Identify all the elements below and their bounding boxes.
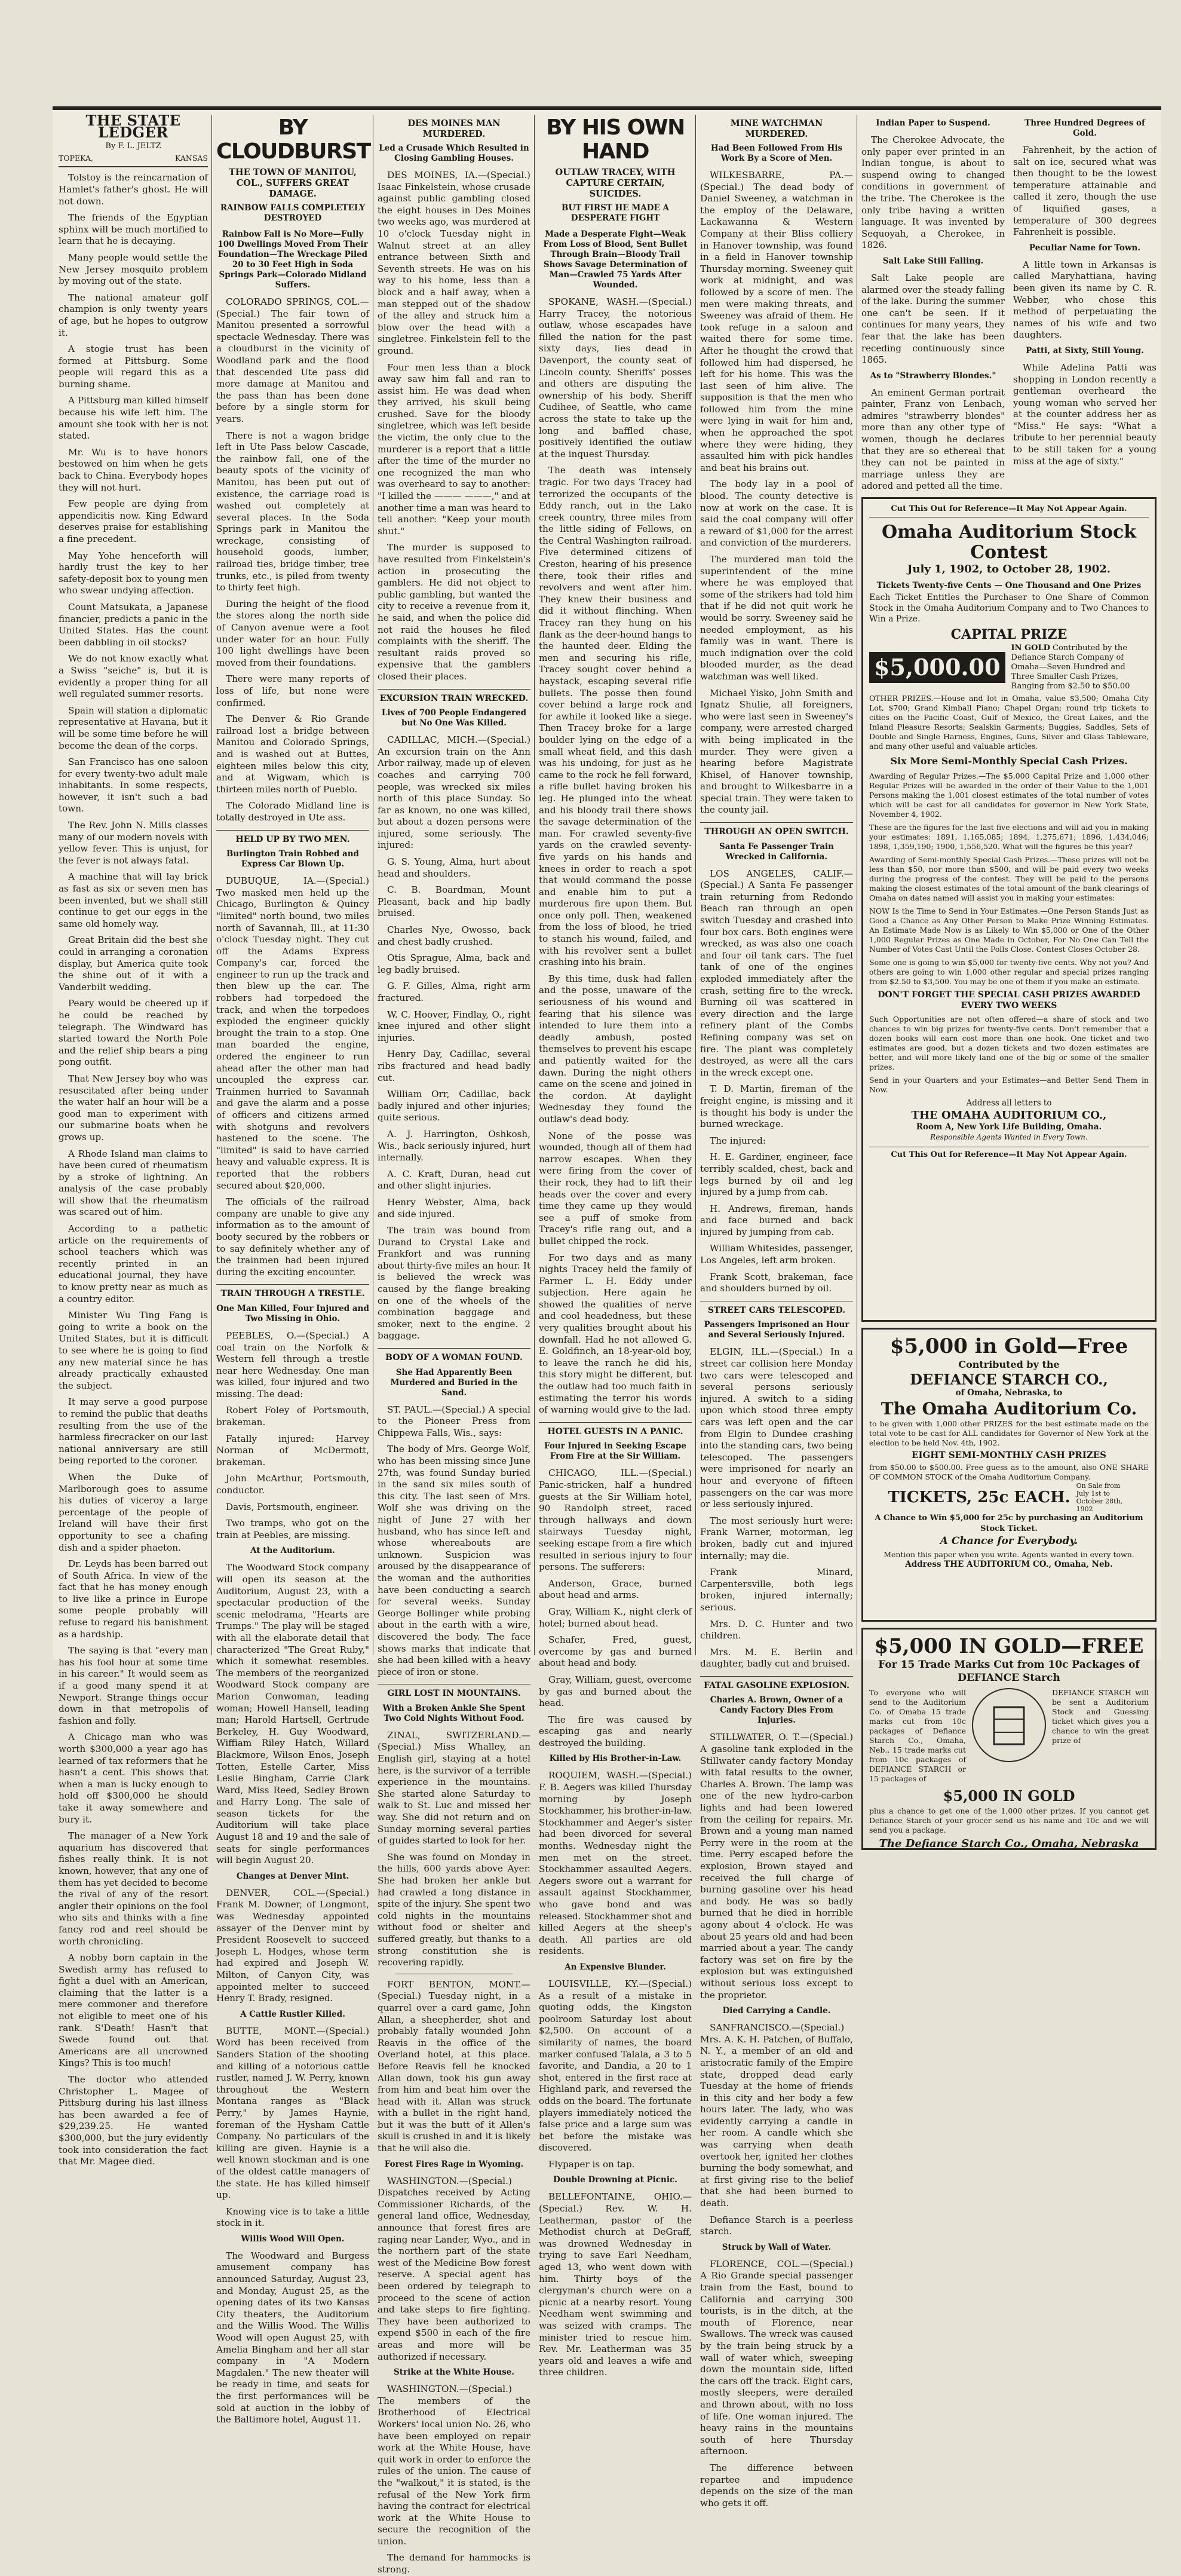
article-body [378,734,530,1342]
ad-left-text: To everyone who will send to the Auditorium Co. of Omaha 15 trade marks cut from 10c packages of Defiance Starch Co., Omaha, Neb., 15 trade marks cut from 10c packages of DEFIANCE STARCH or 15 packages of [869,1688,966,1784]
column-4 [539,115,692,2378]
paragraph: There were many reports of loss of life, but none were confirmed. [216,673,369,708]
subhead: Changes at Denver Mint. [236,1871,349,1881]
paragraph: A Chicago man who was worth $300,000 a year ago has learned of tax reformers that he hasn't a cent. This shows that when a man is lucky enough to hold off $300,000 he should take it away somewhere and bury it. [59,1732,208,1825]
deck: BUT FIRST HE MADE A DESPERATE FIGHT [562,203,669,223]
subhead: Willis Wood Will Open. [241,2234,345,2244]
paragraph: According to a pathetic article on the requirements of school teachers which was recently printed in an educational journal, they have to know pretty near as much as a country editor. [59,1223,208,1304]
masthead-title: THE STATE LEDGER [85,112,181,141]
paragraph: Four men less than a block away saw him fall and ran to assist him. He was dead when they arrived, his skull being crushed. Save for the bloody singletree, which was left beside the victim, the only clue to the murderer is a report that a little after the time of the murder no one recognized the man who was overheard to say to another: "I killed the ——— ———," and at another time a man was heard to tell another: "Keep your mouth shut." [378,362,530,537]
paragraph: A. J. Harrington, Oshkosh, Wis., back seriously injured, hurt internally. [378,1128,530,1163]
subhead: MINE WATCHMAN MURDERED. [730,118,823,139]
paragraph: The fire was caused by escaping gas and nearly destroyed the building. [539,1714,692,1748]
paragraph: WILKESBARRE, PA.—(Special.) The dead body of Daniel Sweeney, a watchman in the employ of the Delaware, Lackawanna & Western Company at their Bliss colliery in Hanover township, was found in a field in Hanover township Thursday morning. Sweeney quit work at midnight, and was followed by a score of men. The men were making threats, and Sweeney was afraid of them. He took refuge in a saloon and waited there for some time. After he thought the crowd that followed him had dispersed, he left for his home. This was the last seen of him alive. The supposition is that the men who followed him from the mine were lying in wait for him and, when he approached the spot where they were hiding, they assaulted him with pick handles and beat his brains out. [700,170,853,473]
paragraph: The Woodward Stock company will open its season at the Auditorium, August 23, with a spectacular production of the scenic melodrama, "Hearts are Trumps." The play will be staged with all the elaborate detail that characterized "The Great Ruby," which it somewhat resembles. The members of the reorganized Woodward Stock company are Marion Conwoman, leading woman; Howell Hansell, leading man; Harold Hartsell, Gertrude Berkeley, H. Guy Woodward, Wiffiam Riley Hatch, Willard Blackmore, Wilson Enos, Joseph Totten, Estelle Carter, Miss Leslie Bingham, Carrie Clark Ward, Miss Reed, Sedley Brown and Harry Long. The sale of season tickets for the Auditorium will take place August 18 and 19 and the sale of seats for single performances will begin August 20. [216,1562,369,1866]
ad-body: Such Opportunities are not often offered—a share of stock and two chances to win big prizes for twenty-five cents. Don't remember that a dozen books will earn cost more than one hook. One ticket and two estimates are good, but a dozen tickets and two dozen estimates are better, and will more likely land one of the big or some of the smaller prizes. [869,1015,1149,1072]
ad-intro: Each Ticket Entitles the Purchaser to One Share of Common Stock in the Omaha Auditorium Company and to Two Chances to Win a Prize. [869,593,1149,624]
deck: RAINBOW FALLS COMPLETELY DESTROYED [220,203,366,223]
deck: Had Been Followed From His Work By a Score of Men. [710,143,843,163]
paragraph: The friends of the Egyptian sphinx will be much mortified to learn that he is decaying. [59,212,208,247]
paragraph: DES MOINES, IA.—(Special.) Isaac Finkelstein, whose crusade against public gambling closed the eight houses in Des Moines two weeks ago, was murdered at 10 o'clock Tuesday night in Walnut street at an alley entrance between Sixth and Seventh streets. He was on his way to his home, less than a block and a half away, when a man stepped out of the shadow of the alley and struck him a blow over the head with a singletree. Finkelstein fell to the ground. [378,170,530,356]
article-body [216,1562,369,1866]
paragraph: A Rhode Island man claims to have been cured of rheumatism by a stroke of lightning. An analysis of the case probably will show that the rheumatism was scared out of him. [59,1148,208,1218]
paragraph: BUTTE, MONT.—(Special.) Word has been received from Sanders Station of the shooting and killing of a notorious cattle rustler, named J. W. Perry, known throughout the Western Montana ranges as "Black Perry," by James Haynie, foreman of the Hysham Cattle Company. No particulars of the killing are given. Haynie is a well known stockman and is one of the oldest cattle managers of the state. He has killed himself up. [216,2025,369,2201]
ad-body-row [869,1688,1149,1784]
article-body [216,296,369,824]
subhead: Died Carrying a Candle. [722,2006,831,2016]
paragraph: When the Duke of Marlborough goes to assume his duties of viceroy a large percentage of the people of Ireland will have their first opportunity to see a chafing dish and a spider phaeton. [59,1471,208,1553]
right-section [861,115,1157,1856]
subhead: THROUGH AN OPEN SWITCH. [700,822,853,838]
paragraph: Charles Nye, Owosso, back and chest badly crushed. [378,924,530,947]
subhead: Killed by His Brother-in-Law. [549,1754,682,1764]
paragraph: Michael Yisko, John Smith and Ignatz Shulie, all foreigners, who were last seen in Sweeney's company, were arrested charged with being implicated in the murder. They were given a hearing before Magistrate Khisel, of Hanover township, and brought to Wilkesbarre in a special train. They were taken to the county jail. [700,687,853,816]
tickets-row [869,1482,1149,1513]
paragraph: An eminent German portrait painter, Franz von Lenbach, admires "strawberry blondes" more than any other type of women, though he declares that they are so ethereal that they can not be painted in marriage unless they are adored and petted all the time. [861,387,1005,492]
paragraph: C. B. Boardman, Mount Pleasant, back and hip badly bruised. [378,884,530,919]
subhead: Salt Lake Still Falling. [882,256,984,266]
paragraph: Fatally injured: Harvey Norman of McDermott, brakeman. [216,1433,369,1468]
paragraph: Gray, William K., night clerk of hotel; burned about head. [539,1606,692,1629]
paragraph: The murder is supposed to have resulted from Finkelstein's action in prosecuting the gamblers. He did not object to public gambling, but wanted the city to receive a revenue from it, he said, and when the police did not raid the houses he filed complaints with the sheriff. The resultant raids proved so expensive that the gamblers closed their places. [378,542,530,682]
article-body [700,170,853,816]
ad-right-text: DEFIANCE STARCH will be sent a Auditorium Stock and Guessing ticket which gives you a chance to win the great prize of [1052,1688,1149,1745]
paragraph: Spain will station a diplomatic representative at Havana, but it will be some time before he will become the dean of the corps. [59,705,208,751]
ad-room: Room A, New York Life Building, Omaha. [916,1122,1102,1132]
subhead: Three Hundred Degrees of Gold. [1024,118,1145,138]
article-body [378,2176,530,2363]
paragraph: The death was intensely tragic. For two days Tracey had terrorized the occupants of the Eddy ranch, out in the Lako creek country, three miles from the little siding of Fellows, on the Central Washington railroad. Five determined citizens of Creston, hearing of his presence there, took their rifles and revolvers and went after him. They knew their business and did it without flinching. When Tracey ran they hung on his flank as the deer-hound hangs to the haunted deer. Elding the men and securing his rifle, Tracey sought cover behind a haystack, escaping several rifle bullets. The posse then found cover behind a large rock and for awhile it looked like a siege. Then Tracey broke for a large boulder lying on the edge of a small wheat field, and this dash was his undoing, for just as he came to the rock he fell forward, a rifle bullet having broken his leg. He plunged into the wheat and his bloody trail there shows the savage determination of the man. For crawled seventy-five yards on the crawled seventy-five yards on his hands and knees in order to reach a spot that would command the posse and enable him to put a murderous fire upon them. But once only poll. Then, weakened from the loss of blood, he tried to stanch his wound, failed, and with his revolver sent a bullet crashing into his brain. [539,465,692,968]
paragraph: A Pittsburg man killed himself because his wife left him. The amount she took with her is not stated. [59,395,208,442]
ad-gold: $5,000 IN GOLD [943,1787,1075,1805]
paragraph: The most seriously hurt were: Frank Warner, motorman, leg broken, badly cut and injured internally; may die. [700,1515,853,1561]
short-items-left [861,115,1005,497]
paragraph: BELLEFONTAINE, OHIO.—(Special.) Rev. W. H. Leatherman, pastor of the Methodist church at DeGraff, was drowned Wednesday in trying to save Earl Needham, aged 13, who went down with him. Thirty boys of the clergyman's church were on a picnic at a nearby resort. Young Needham went swimming and was seized with cramps. The minister tried to rescue him. Rev. Mr. Leatherman was 35 years old and leaves a wife and three children. [539,2191,692,2378]
paragraph: During the height of the flood the stores along the north side of Canyon avenue were a foot under water for an hour. Fully 100 light dwellings have been moved from their foundations. [216,598,369,668]
ad-body: Awarding of Semi-monthly Special Cash Prizes.—These prizes will not be less than $50, nor more than $500, and will be paid every two weeks during the progress of the contest. They will be paid to the persons making the closest estimates of the total amount of the bank clearings of Omaha on dates named will assist you in making your estimates: [869,855,1149,903]
paragraph: William Orr, Cadillac, back badly injured and other injuries; quite serious. [378,1089,530,1123]
paragraph: Frank Scott, brakeman, face and shoulders burned by oil. [700,1271,853,1294]
paragraph: LOUISVILLE, KY.—(Special.) As a result of a mistake in quoting odds, the Kingston poolroom Saturday lost about $2,500. On account of a similarity of names, the board marker confused Talala, a 3 to 5 favorite, and Dandia, a 20 to 1 shot, entered in the first race at Highland park, and reversed the odds on the board. The fortunate players immediately noticed the false price and a large sum was bet before the mistake was discovered. [539,1978,692,2154]
starch-package-illustration [972,1688,1046,1762]
subhead: A Cattle Rustler Killed. [240,2009,345,2019]
subhead: Strike at the White House. [394,2367,514,2378]
cut-notice: Cut This Out for Reference—It May Not Appear Again. [869,504,1149,517]
headline-by-his-own-hand: BY HIS OWN HAND [546,115,685,164]
deck: Burlington Train Robbed and Express Car Blown Up. [226,849,359,869]
deck: Passengers Imprisoned an Hour and Several Seriously Injured. [704,1320,849,1340]
paragraphs-col1 [59,172,208,2167]
dateline-state: KANSAS [175,153,208,163]
capital-prize-amount: $5,000.00 [869,652,1005,683]
subhead: An Expensive Blunder. [565,1962,666,1972]
paragraph: CADILLAC, MICH.—(Special.) An excursion train on the Ann Arbor railway, made up of eleven coaches and carrying 700 people, was wrecked six miles north of this place Sunday. So far as known, no one was killed, but about a dozen persons were injured, some seriously. The injured: [378,734,530,851]
column-1 [59,112,208,2167]
paragraph: The Colorado Midland line is totally destroyed in Ute ass. [216,800,369,823]
subhead: At the Auditorium. [250,1546,335,1556]
deck: Led a Crusade Which Resulted in Closing Gambling Houses. [379,143,529,163]
paragraph: ZINAL, SWITZERLAND.—(Special.) Miss Whalley, an English girl, staying at a hotel here, is the survivor of a terrible experience in the mountains. She started alone Saturday to walk to St. Luc and missed her way. She did not return and on Sunday morning several parties of guides started to look for her. [378,1729,530,1846]
subhead: Double Drowning at Picnic. [553,2175,677,2185]
column-rule [534,115,535,1655]
ad-address-intro: Address all letters to [966,1098,1052,1108]
paragraph: ELGIN, ILL.—(Special.) In a street car collision here Monday two cars were telescoped and several persons seriously injured. A switch to a siding upon which stood three empty cars was left open and the car from Elgin to Dundee crashing into the standing cars, two being telescoped. The passengers were imprisoned for nearly an hour and everyone of fifteen passengers on the car was more or less seriously injured. [700,1346,853,1510]
paragraph: None of the posse was wounded, though all of them had narrow escapes. When they were firing from the cover of their rock, they had to lift their heads over the cover and every time they came up they would see a puff of smoke from Tracey's rifle rang out, and a bullet chipped the rock. [539,1130,692,1246]
ad-body: NOW Is the Time to Send in Your Estimates.—One Person Stands Just as Good a Chance as Any Other Person to Make Prize Winning Estimates. An Estimate Made Now is as Likely to Win $5,000 or One of the Other 1,000 Regular Prizes as One Made in October, For No One Can Tell the Number of Votes Cast Until the Polls Close. Contest Closes October 28. [869,906,1149,954]
deck: She Had Apparently Been Murdered and Buried in the Sand. [390,1367,518,1398]
article-body [539,2191,692,2379]
paragraph: Dr. Leyds has been barred out of South Africa. In view of the fact that he has money enough to live like a prince in Europe some people probably will refuse to regard his banishment as a hardship. [59,1558,208,1640]
paragraph: Mrs. D. C. Hunter and two children. [700,1618,853,1641]
other-prizes: OTHER PRIZES.—House and lot in Omaha, value $3,500; Omaha City Lot, $700; Grand Kimball Piano; Chapel Organ; round trip tickets to cities on the Pacific Coast, Gulf of Mexico, the Great Lakes, and the Inland Pleasure Resorts; Sealskin Garments; Buggies, Saddles, Sets of Double and Single Harness, Engines, Guns, Silver and Glass Tableware, and many other useful and valuable articles. [869,694,1149,751]
paragraph: It may serve a good purpose to remind the public that deaths resulting from the use of the harmless firecracker on our last national anniversary are still being reported to the coroner. [59,1396,208,1466]
paragraph: William Whitesides, passenger, Los Angeles, left arm broken. [700,1243,853,1266]
paragraph: H. Andrews, fireman, hands and face burned and back injured by jumping from cab. [700,1203,853,1238]
paragraph: Robert Foley of Portsmouth, brakeman. [216,1405,369,1428]
subhead: DES MOINES MAN MURDERED. [407,118,501,139]
article-body [378,2384,530,2576]
paragraph: Mrs. M. E. Berlin and daughter, badly cut and bruised. [700,1646,853,1670]
paragraph: Salt Lake people are alarmed over the steady falling of the lake. During the summer one can't be seen. If it continues for many years, they fear that the lake has been receding continuously since 1865. [861,272,1005,366]
short-items [861,115,1157,497]
deck: Charles A. Brown, Owner of a Candy Factory Dies From Injuries. [710,1695,843,1726]
column-rule [211,115,212,1655]
paragraph: The Denver & Rio Grande railroad lost a bridge between Manitou and Colorado Springs, and is washed out at Buttes, eighteen miles below this city, and at Wigwam, which is thirteen miles north of Pueblo. [216,713,369,795]
paragraph: The Rev. John N. Mills classes many of our modern novels with yellow fever. This is unjust, for the fever is not always fatal. [59,820,208,866]
defiance-starch-ad [861,1628,1157,1850]
paragraph: Few people are dying from appendicitis now. King Edward deserves praise for establishing a fine precedent. [59,498,208,544]
capital-prize-text [1011,644,1149,691]
paragraph: The Woodward and Burgess amusement company has announced Saturday, August 23, and Monday, August 25, as the opening dates of its two Kansas City theaters, the Auditorium and the Willis Wood. The Willis Wood will open August 25, with Amelia Bingham and her all star company in "A Modern Magdalen." The new theater will be ready in time, and seats for the first performances will be sold at auction in the lobby of the Baltimore hotel, August 11. [216,2250,369,2425]
paragraph: T. D. Martin, fireman of the freight engine, is missing and it is thought his body is under the burned wreckage. [700,1083,853,1130]
paragraph: G. F. Gilles, Alma, right arm fractured. [378,981,530,1003]
paragraph: Knowing vice is to take a little stock in it. [216,2206,369,2229]
subhead: GIRL LOST IN MOUNTAINS. [378,1684,530,1700]
paragraph: Tolstoy is the reincarnation of Hamlet's father's ghost. He will not down. [59,172,208,207]
paragraph: May Yohe henceforth will hardly trust the key to her safety-deposit box to young men who swear undying affection. [59,550,208,596]
paragraph: The officials of the railroad company are unable to give any information as to the amount of booty secured by the robbers or to say definitely whether any of the trainmen had been injured during the exciting encounter. [216,1196,369,1278]
paragraph: The saying is that "every man has his fool hour at some time in his career." It would seem as if a good many spend it at Newport. Strange things occur down in that metropolis of fashion and folly. [59,1645,208,1726]
paragraph: WASHINGTON.—(Special.) The members of the Brotherhood of Electrical Workers' local union No. 26, who have been employed on repair work at the White House, have quit work in order to enforce the rules of the union. The cause of the "walkout," it is stated, is the refusal of the New York firm having the contract for electrical work at the White House to secure the recognition of the union. [378,2384,530,2547]
paragraph: Frank Minard, Carpentersville, both legs broken, injured internally; serious. [700,1567,853,1613]
cut-notice: Cut This Out for Reference—It May Not Appear Again. [869,1147,1149,1160]
ad-title: $5,000 in Gold—Free [889,1334,1128,1359]
paragraph: H. E. Gardiner, engineer, face terribly scalded, chest, back and legs burned by oil and leg injured by a jump from cab. [700,1151,853,1198]
ad-body: These are the figures for the last five elections and will aid you in making your estimates: 1891, 1,165,085; 1894, 1,275,671; 1896, 1,434,046; 1898, 1,359,190; 1900, 1,556,520. What will the figures be this year? [869,823,1149,851]
starch-box-icon [982,1698,1036,1752]
paragraph: A. C. Kraft, Duran, head cut and other slight injuries. [378,1168,530,1191]
paragraph: A nobby born captain in the Swedish army has refused to fight a duel with an American, claiming that the latter is a mere commoner and therefore not eligible to meet one of his rank. S'Death! Hasn't that Swede found out that Americans are all uncrowned Kings? This is too much! [59,1952,208,2069]
ad-body: Send in your Quarters and your Estimates—and Better Send Them in Now. [869,1076,1149,1095]
ad-of: of Omaha, Nebraska, to [955,1388,1063,1398]
deck: THE TOWN OF MANITOU, COL., SUFFERS GREAT DAMAGE. [229,167,357,199]
paragraph: Defiance Starch is a peerless starch. [700,2214,853,2237]
article-body [378,1404,530,1678]
ad-body: Awarding of Regular Prizes.—The $5,000 Capital Prize and 1,000 other Regular Prizes will be awarded in the order of their Value to the 1,001 Persons making the 1,001 closest estimates of the total number of votes which will be cast for all candidates for governor in New York State, November 4, 1902. [869,771,1149,819]
paragraph: The difference between repartee and impudence depends on the size of the man who gets it off. [700,2462,853,2508]
paragraph: LOS ANGELES, CALIF.—(Special.) A Santa Fe passenger train returning from Redondo Beach ran through an open switch Tuesday and crashed into four box cars. Both engines were wrecked, as was also one coach and four oil tank cars. The fuel tank of one of the engines exploded immediately after the crash, setting fire to the wreck. Burning oil was scattered in every direction and the large refinery plant of the Combs Refining company was set on fire. The plant was completely destroyed, as were all the cars in the wreck except one. [700,868,853,1078]
ad-company: THE OMAHA AUDITORIUM CO., [911,1108,1107,1122]
paragraph: PEEBLES, O.—(Special.) A coal train on the Norfolk & Western fell through a trestle near here Wednesday. One man was killed, four injured and two missing. The dead: [216,1330,369,1399]
subhead: Forest Fires Rage in Wyoming. [384,2159,524,2169]
article-body [216,1330,369,1542]
paragraph: The train was bound from Durand to Crystal Lake and Frankfort and was running about thirty-five miles an hour. It is believed the wreck was caused by the flange breaking on one of the wheels of the combination baggage and smoker, next to the engine. 2 baggage. [378,1225,530,1341]
ad-text: to be given with 1,000 other PRIZES for the best estimate made on the total vote to be cast for ALL candidates for Governor of New York at the election to be held Nov. 4th, 1902. [869,1419,1149,1447]
paragraph: For two days and as many nights Tracey held the family of Farmer L. H. Eddy under subjection. Here again he showed the qualities of nerve and cool headedness, but these very qualities brought about his downfall. Had he not allowed G. E. Goldfinch, an 18-year-old boy, to leave the ranch he did his, this story might be different, but the outlaw had too much faith in estimating the terror his words of warning would give to the lad. [539,1252,692,1416]
in-gold-label: IN GOLD [1011,644,1050,653]
ad-mention: Mention this paper when you write. Agents wanted in every town. [884,1549,1134,1559]
paragraph: The doctor who attended Christopher L. Magee of Pittsburg during his last illness has been awarded a fee of $29,239.25. He wanted $300,000, but the jury evidently took into consideration the fact that Mr. Magee died. [59,2074,208,2167]
article-body [539,1468,692,1749]
paragraph: While Adelina Patti was shopping in London recently a gentleman overheard the young woman who served her at the counter address her as "Miss." He says: "What a tribute to her perennial beauty to be still taken for a young miss at the age of sixty." [1013,362,1157,467]
paragraph: San Francisco has one saloon for every twenty-two adult male inhabitants. In some respects, however, it isn't such a bad town. [59,756,208,814]
paragraph: CHICAGO, ILL.—(Special.) Panic-stricken, half a hundred guests at the Sir William hotel, 90 Randolph street, raced through hallways and down stairways Tuesday night, seeking escape from a fire which resulted in serious injury to four persons. The sufferers: [539,1468,692,1573]
paragraph: Count Matsukata, a Japanese financier, predicts a panic in the United States. Has the count been dabbling in oil stocks? [59,601,208,648]
paragraph: Great Britain did the best she could in arranging a coronation display, but America quite took the shine out of it with a Vanderbilt wedding. [59,935,208,993]
subhead: FATAL GASOLINE EXPLOSION. [700,1676,853,1692]
paragraph: The Cherokee Advocate, the only paper ever printed in an Indian tongue, is about to suspend owing to changed conditions in government of the tribe. The Cherokee is the only tribe having a written language. It was invented by Sequoyah, a Cherokee, in 1826. [861,134,1005,251]
ad-contributed: Contributed by the [958,1359,1060,1371]
article-body [700,2022,853,2238]
deck: Rainbow Fall is No More—Fully 100 Dwellings Moved From Their Foundation—The Wreckage Piled 20 to 30 Feet High in Soda Springs Park—Colorado Midland Suffers. [217,229,368,290]
paragraph: Schafer, Fred, guest, overcome by gas and burned about head and body. [539,1634,692,1669]
article-body [539,296,692,1416]
paragraph: There is not a wagon bridge left in Ute Pass below Cascade, the rainbow fall, one of the beauty spots of the vicinity of Manitou, has been put out of existence, the carriage road is washed out completely at several places. In the Soda Springs park in Manitou the wreckage, consisting of household goods, lumber, railroad ties, bridge timber, tree trunks, etc., is piled from twenty to thirty feet high. [216,430,369,593]
ad-sale: On Sale from July 1st to October 28th, 1902 [1076,1482,1123,1514]
paragraph: G. S. Young, Alma, hurt about head and shoulders. [378,856,530,879]
subhead: Peculiar Name for Town. [1029,243,1141,253]
paragraph: By this time, dusk had fallen and the posse, unaware of the seriousness of his wound and fearing that his silence was intended to lure them into a deadly ambush, posted themselves to prevent his escape and patiently waited for the dawn. During the night others came on the scene and joined in the cordon. At daylight Wednesday they found the outlaw's dead body. [539,973,692,1125]
semi-monthly-heading: Six More Semi-Monthly Special Cash Prizes. [890,755,1128,767]
ad-title: $5,000 IN GOLD—FREE [874,1634,1144,1659]
ad-eight: EIGHT SEMI-MONTHLY CASH PRIZES [912,1449,1106,1460]
paragraph: SPOKANE, WASH.—(Special.) Harry Tracey, the notorious outlaw, whose escapades have filled the nation for the past sixty days, lies dead in Davenport, the county seat of Lincoln county. Sheriffs' posses and others are disputing the ownership of his body. Sheriff Cudihee, of Seattle, who came across the state to take up the long and baffled chase, positively identified the outlaw at the inquest Thursday. [539,296,692,460]
ad-fine: plus a chance to get one of the 1,000 other prizes. If you cannot get Defiance Starch of your grocer send us his name and 10c and we will send you a package. [869,1806,1149,1835]
paragraph: The injured: [710,1135,766,1146]
ad-title: Omaha Auditorium Stock Contest [881,521,1137,563]
paragraph: Davis, Portsmouth, engineer. [226,1501,359,1512]
paragraph: FLORENCE, COL.—(Special.) A Rio Grande special passenger train from the East, bound to California and carrying 300 tourists, is in the ditch, at the mouth of Florence, near Swallows. The wreck was caused by the train being struck by a wall of water which, sweeping down the mountain side, lifted the cars off the track. Eight cars, mostly sleepers, were derailed and thrown about, with no loss of life. One woman injured. The heavy rains in the mountains south of here Thursday afternoon. [700,2258,853,2457]
paragraph: Otis Sprague, Alma, back and leg badly bruised. [378,952,530,975]
paragraph: John McArthur, Portsmouth, conductor. [216,1473,369,1496]
paragraph: SANFRANCISCO.—(Special.) Mrs. A. K. H. Patchen, of Buffalo, N. Y., a member of an old and aristocratic family of the Empire state, dropped dead early Tuesday at the home of friends in this city and her body a few hours later. The lady, who was evidently carrying a candle in her room. A candle which she was carrying when death overtook her, ignited her clothes burning the body somewhat, and at first giving rise to the belief that she had been burned to death. [700,2022,853,2209]
deck: One Man Killed, Four Injured and Two Missing in Ohio. [216,1303,369,1324]
dateline [59,152,208,168]
article-body [700,1732,853,2001]
paragraph: The body lay in a pool of blood. The county detective is now at work on the case. It is said the coal company will offer a reward of $1,000 for the arrest and conviction of the murderers. [700,479,853,549]
paragraph: Fahrenheit, by the action of salt on ice, secured what was then thought to be the lowest temperature attainable and called it zero, though the use of liquified gases, a temperature of 300 degrees Fahrenheit is possible. [1013,145,1157,238]
article-body [378,1979,530,2155]
deck: OUTLAW TRACEY, WITH CAPTURE CERTAIN, SUICIDES. [555,167,676,199]
deck: Made a Desperate Fight—Weak From Loss of Blood, Sent Bullet Through Brain—Bloody Trail Shows Savage Determination of Man—Crawled 75 Yards After Wounded. [543,229,688,290]
paragraph: She was found on Monday in the hills, 600 yards above Ayer. She had broken her ankle but had crawled a long distance in spite of the injury. She spent two cold nights in the mountains without food or shelter and suffered greatly, but thanks to a strong constitution she is recovering rapidly. [378,1851,530,1968]
paragraph: Mr. Wu is to have honors bestowed on him when he gets back to China. Everybody hopes they will not hurt. [59,446,208,493]
ad-footer: The Defiance Starch Co., Omaha, Nebraska [879,1837,1139,1851]
ad-address: Address THE AUDITORIUM CO., Omaha, Neb. [905,1560,1113,1570]
newspaper-page [53,106,1161,2575]
paragraph: W. C. Hoover, Findlay, O., right knee injured and other slight injuries. [378,1009,530,1043]
paragraph: Gray, William, guest, overcome by gas and burned about the head. [539,1674,692,1709]
paragraph: The manager of a New York aquarium has discovered that fishes really think. It is not known, however, that any one of them has yet decided to become the rival of any of the resort angler their opinions on the fool who sits and thinks with a fine fancy rod and reel should be worth chronicling. [59,1830,208,1947]
article-body [700,1346,853,1670]
paragraph: A stogie trust has been formed at Pittsburg. Some people will regard this as a burning shame. [59,344,208,390]
paragraph: The murdered man told the superintendent of the mine where he was employed that some of the strikers had told him that if he did not quit work he would be sorry. Sweeney said he needed employment, as his family was in want. There is much indignation over the cold blooded murder, as the dead watchman was well liked. [700,554,853,682]
stock-contest-ad [861,497,1157,1322]
top-rule [53,106,1161,110]
paragraph: DUBUQUE, IA.—(Special.) Two masked men held up the Chicago, Burlington & Quincy "limited" north bound, two miles north of Savannah, Ill., at 11:30 o'clock Tuesday night. They cut off the Adams Express Company's car, forced the engineer to run up the track and then blew up the car. The robbers had torpedoed the track, and when the torpedoes exploded the engineer quickly brought the train to a stop. One man boarded the engine, ordered the engineer to run ahead after the other man had uncoupled the express car. Trainmen hurried to Savannah and gave the alarm and a posse of officers and citizens armed with shotguns and revolvers hastened to the scene. The "limited" is said to have carried heavy and valuable express. It is reported that the robbers secured about $20,000. [216,875,369,1191]
deck: Santa Fe Passenger Train Wrecked in California. [719,841,834,862]
paragraph: A machine that will lay brick as fast as six or seven men has been invented, but we shall still continue to get our eggs in the same old homely way. [59,871,208,929]
ad-help: A Chance for Everybody. [940,1535,1078,1548]
subhead: TRAIN THROUGH A TRESTLE. [216,1284,369,1300]
ad-sub: For 15 Trade Marks Cut from 10c Packages of DEFIANCE Starch [878,1659,1140,1684]
column-5 [700,115,853,2508]
paragraph: Anderson, Grace, burned about head and arms. [539,1578,692,1601]
paragraph: Henry Day, Cadillac, several ribs fractured and head badly cut. [378,1049,530,1083]
ad-agents: Responsible Agents Wanted in Every Town. [930,1133,1088,1142]
masthead-byline: By F. L. JELTZ [105,142,161,151]
article-body [539,1770,692,1958]
ad-auditorium: The Omaha Auditorium Co. [881,1398,1137,1419]
deck: With a Broken Ankle She Spent Two Cold Nights Without Food. [382,1703,526,1723]
paragraph: ROQUIEM, WASH.—(Special.) F. B. Aegers was killed Thursday morning by Joseph Stockhammer, his brother-in-law. Stockhammer and Aeger's sister had been divorced for several months. Wednesday night the men met on the street. Stockhammer assaulted Aegers. Aegers swore out a warrant for assault against Stockhammer, who gave bond and was released. Stockhammer shot and killed Aegers at the sheep's death. All parties are old residents. [539,1770,692,1957]
subhead: Struck by Wall of Water. [722,2242,832,2252]
paragraph: FORT BENTON, MONT.—(Special.) Tuesday night, in a quarrel over a card game, John Allan, a sheepherder, shot and probably fatally wounded John Reavis in the office of the Overland hotel, at this place. Before Reavis fell he knocked Allan down, took his gun away from him and beat him over the head with it. Allan was struck with a bullet in the right hand, but it was the butt of it Allen's skull is crushed in and it is likely that he will also die. [378,1978,530,2154]
gold-free-ad [861,1328,1157,1622]
article-body [700,868,853,1295]
paragraph: A little town in Arkansas is called Maryhattiana, having been given its name by C. R. Webber, who chose this method of perpetuating the names of his wife and two daughters. [1013,259,1157,341]
article-body [539,1978,692,2171]
paragraph: DENVER, COL.—(Special.) Frank M. Downer, of Longmont, was Wednesday appointed assayer of the Denver mint by President Roosevelt to succeed Joseph L. Hodges, whose term had expired and Joseph W. Milton, of Canyon City, was appointed melter to succeed Henry T. Brady, resigned. [216,1887,369,2004]
subhead: Indian Paper to Suspend. [876,118,990,128]
paragraph: Minister Wu Ting Fang is going to write a book on the United States, but it is difficult to see where he is going to find any new material since he has already practically exhausted the subject. [59,1310,208,1391]
deck: Four Injured in Seeking Escape From Fire at the Sir William. [544,1441,687,1462]
paragraph: ST. PAUL.—(Special.) A special to the Pioneer Press from Chippewa Falls, Wis., says: [378,1404,530,1438]
article-body [378,1730,530,1969]
column-2 [216,115,370,2425]
paragraph: Henry Webster, Alma, back and side injured. [378,1196,530,1220]
ad-starch: DEFIANCE STARCH CO., [910,1371,1108,1389]
ad-chance: A Chance to Win $5,000 for 25c by purchasing an Auditorium Stock Ticket. [875,1514,1143,1533]
paragraph: WASHINGTON.—(Special.) Dispatches received by Acting Commissioner Richards, of the general land office, Wednesday, announce that forest fires are raging near Lander, Wyo., and in the northern part of the state west of the Medicine Bow forest reserve. A special agent has been ordered by telegraph to proceed to the scene of action and take steps to fire fighting. They have been authorized to expend $500 in each of the fire areas and more will be authorized if necessary. [378,2175,530,2362]
paragraph: Two tramps, who got on the train at Peebles, are missing. [216,1518,369,1540]
ad-tickets-price: TICKETS, 25c EACH. [888,1488,1070,1507]
article-body [216,2250,369,2426]
article-body [378,170,530,683]
article-body [216,1888,369,2005]
article-body [700,2259,853,2509]
ad-tickets: Tickets Twenty-five Cents — One Thousand and One Prizes [876,580,1142,590]
contributed-text: Contributed by the Defiance Starch Company of Omaha—Seven Hundred and Three Smaller Cash Prizes, Ranging from $2.50 to $50.00 [1011,644,1130,691]
article-body [216,2026,369,2229]
short-items-right [1013,115,1157,497]
column-rule [695,115,696,1655]
paragraph: The national amateur golf champion is only twenty years of age, but he hopes to outgrow it. [59,292,208,338]
paragraph: That New Jersey boy who was resuscitated after being under the water half an hour will be a good man to experiment with our submarine boats when he grows up. [59,1073,208,1142]
capital-prize-label: CAPITAL PRIZE [950,627,1067,643]
subhead: Patti, at Sixty, Still Young. [1026,345,1144,356]
deck: Lives of 700 People Endangered but No One Was Killed. [381,708,527,728]
dateline-city: TOPEKA, [59,153,93,163]
paragraph: Flypaper is on tap. [548,2158,635,2170]
paragraph: Peary would be cheered up if he could be reached by telegraph. The Windward has started toward the North Pole and the relief ship bears a ping pong outfit. [59,998,208,1068]
subhead: HOTEL GUESTS IN A PANIC. [539,1422,692,1438]
paragraph: STILLWATER, O. T.—(Special.) A gasoline tank exploded in the Stillwater candy factory Monday with fatal results to the owner, Charles A. Brown. The lamp was one of the new hydro-carbon lights and had been lowered from the ceiling for repairs. Mr. Brown and a young man named Perry were in the room at the time. Perry escaped before the explosion, Brown stayed and received the full charge of burning gasoline over his head and body. He was so badly burned that he died in horrible agony about 4 o'clock. He was about 25 years old and had been married about a year. The candy factory was set on fire by the explosion but was extinguished without serious loss except to the proprietor. [700,1732,853,2001]
capital-prize-row [869,644,1149,691]
dont-forget: DON'T FORGET THE SPECIAL CASH PRIZES AWARDED EVERY TWO WEEKS [878,990,1140,1010]
ad-body: Some one is going to win $5,000 for twenty-five cents. Why not you? And others are going to win 1,000 other regular and special prizes ranging from $2.50 to $3,500. You may be one of them if you make an estimate. [869,958,1149,987]
ad-dates: July 1, 1902, to October 28, 1902. [907,562,1111,575]
subhead: As to "Strawberry Blondes." [870,370,996,381]
article-body [216,875,369,1278]
ad-from: from $50.00 to $500.00. Free guess as to the amount, also ONE SHARE OF COMMON STOCK of the Omaha Auditorium Company. [869,1463,1149,1482]
paragraph: We do not know exactly what a Swiss "seiche" is, but it is evidently a proper thing for all well regulated summer resorts. [59,653,208,700]
headline-cloudburst: BY CLOUDBURST [216,115,370,164]
paragraph: The body of Mrs. George Wolf, who has been missing since June 27th, was found Sunday buried in the sand six miles south of this city. The last seen of Mrs. Wolf she was driving on the night of June 27 with her husband, who has since left and whose whereabouts are unknown. Suspicion was aroused by the disappearance of the woman and the authorities have been conducting a search for several weeks. Sunday George Bollinger while probing about in the earth with a wire, discovered the body. The face shows marks that indicate that she had been killed with a heavy piece of iron or stone. [378,1444,530,1677]
paragraph: Many people would settle the New Jersey mosquito problem by moving out of the state. [59,252,208,287]
subhead: BODY OF A WOMAN FOUND. [378,1348,530,1364]
paragraph: COLORADO SPRINGS, COL.—(Special.) The fair town of Manitou presented a sorrowful spectacle Wednesday. There was a cloudburst in the vicinity of Woodland park and the flood that descended Ute pass did more damage at Manitou and the pass than has been done before by a single storm for years. [216,296,369,424]
subhead: EXCURSION TRAIN WRECKED. [378,689,530,705]
paragraph: The demand for hammocks is strong. [378,2552,530,2575]
column-3 [378,115,530,2575]
subhead: HELD UP BY TWO MEN. [216,830,369,846]
subhead: STREET CARS TELESCOPED. [700,1301,853,1317]
